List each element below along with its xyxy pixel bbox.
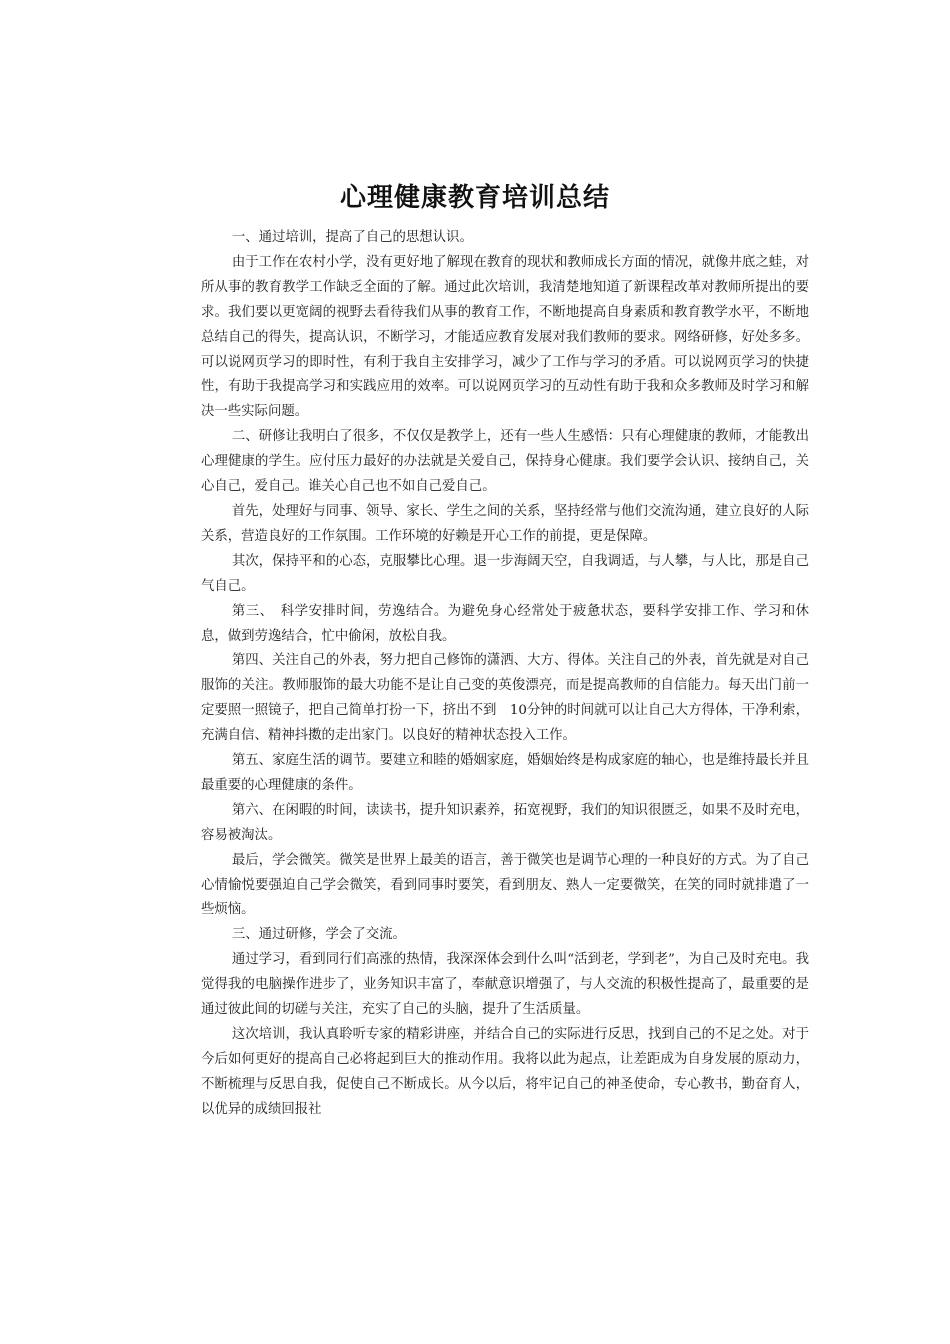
paragraph: 由于工作在农村小学，没有更好地了解现在教育的现状和教师成长方面的情况，就像井底之蛙，对所从事的教育教学工作缺乏全面的了解。通过此次培训，我清楚地知道了新课程改革对教师所提出的要求。我们要以更宽阔的视野去看待我们从事的教育工作，不断地提高自身素质和教育教学水平，不断地总结自己的得失，提高认识，不断学习，才能适应教育发展对我们教师的要求。网络研修，好处多多。可以说网页学习的即时性，有利于我自主安排学习，减少了工作与学习的矛盾。可以说网页学习的快捷性，有助于我提高学习和实践应用的效率。可以说网页学习的互动性有助于我和众多教师及时学习和解决一些实际问题。 [201, 254, 809, 420]
document-title: 心理健康教育培训总结 [339, 183, 610, 213]
paragraph: 第六、在闲暇的时间，读读书，提升知识素养，拓宽视野，我们的知识很匮乏，如果不及时充电，容易被淘汰。 [201, 802, 809, 843]
paragraph: 其次，保持平和的心态，克服攀比心理。退一步海阔天空，自我调适，与人攀，与人比，那是自己气自己。 [201, 553, 809, 594]
paragraph: 最后，学会微笑。微笑是世界上最美的语言，善于微笑也是调节心理的一种良好的方式。为了自己心情愉悦要强迫自己学会微笑，看到同事时要笑，看到朋友、熟人一定要微笑，在笑的同时就排遣了一些烦恼。 [201, 852, 809, 918]
paragraph-section-1-heading: 一、通过培训，提高了自己的思想认识。 [231, 230, 473, 245]
paragraph-section-2-heading: 二、研修让我明白了很多，不仅仅是教学上，还有一些人生感悟：只有心理健康的教师，才能教出心理健康的学生。应付压力最好的办法就是关爱自己，保持身心健康。我们要学会认识、接纳自己，关心自己，爱自己。谁关心自己也不如自己爱自己。 [201, 429, 809, 495]
paragraph: 通过学习，看到同行们高涨的热情，我深深体会到什么叫“活到老，学到老”，为自己及时充电。我觉得我的电脑操作进步了，业务知识丰富了，奉献意识增强了，与人交流的积极性提高了，最重要的是通过彼此间的切磋与关注，充实了自己的头脑，提升了生活质量。 [201, 952, 809, 1018]
paragraph: 第三、 科学安排时间，劳逸结合。为避免身心经常处于疲惫状态，要科学安排工作、学习和休息，做到劳逸结合，忙中偷闲，放松自我。 [201, 603, 809, 644]
paragraph: 这次培训，我认真聆听专家的精彩讲座，并结合自己的实际进行反思，找到自己的不足之处。对于今后如何更好的提高自己必将起到巨大的推动作用。我将以此为起点，让差距成为自身发展的原动力，不断梳理与反思自我，促使自己不断成长。从今以后，将牢记自己的神圣使命，专心教书，勤奋育人，以优异的成绩回报社 [201, 1027, 809, 1117]
document-body [201, 226, 809, 1123]
paragraph: 首先，处理好与同事、领导、家长、学生之间的关系，坚持经常与他们交流沟通，建立良好的人际关系，营造良好的工作氛围。工作环境的好赖是开心工作的前提，更是保障。 [201, 503, 809, 544]
paragraph: 第五、家庭生活的调节。要建立和睦的婚姻家庭，婚姻始终是构成家庭的轴心，也是维持最长并且最重要的心理健康的条件。 [201, 753, 809, 793]
paragraph-section-3-heading: 三、通过研修，学会了交流。 [231, 927, 406, 943]
paragraph: 第四、关注自己的外表，努力把自己修饰的潇洒、大方、得体。关注自己的外表，首先就是对自己服饰的关注。教师服饰的最大功能不是让自己变的英俊漂亮，而是提高教师的自信能力。每天出门前一定要照一照镜子，把自己简单打扮一下，挤出不到 10分钟的时间就可以让自己大方得体，干净利索，充满自信、精神抖擞的走出家门。以良好的精神状态投入工作。 [201, 653, 809, 744]
